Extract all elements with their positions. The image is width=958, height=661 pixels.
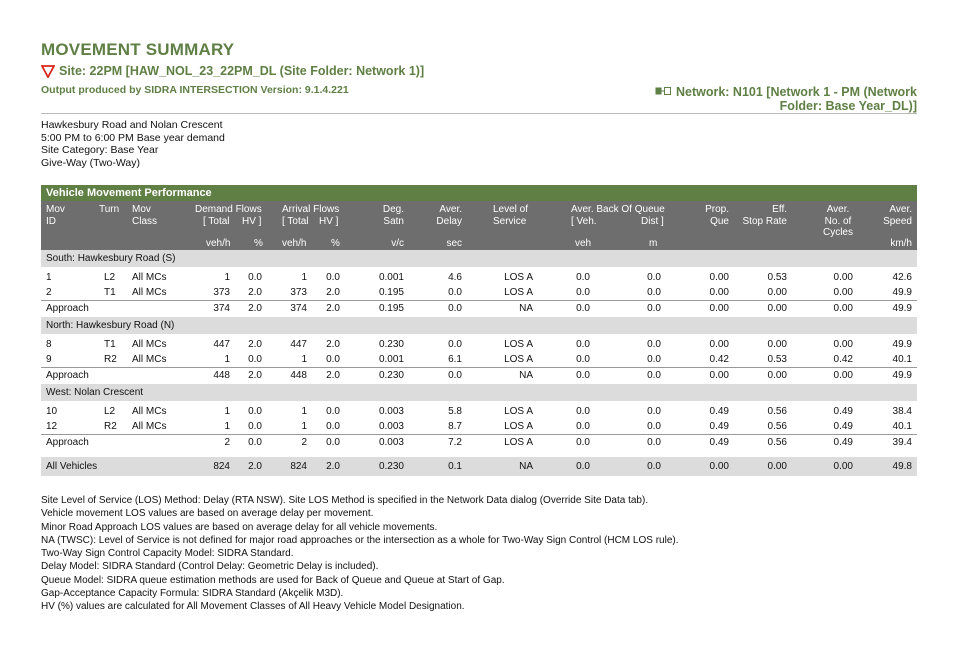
cell-prop-que: 0.42 (709, 353, 729, 365)
cell-eff-stop-rate: 0.00 (767, 286, 787, 298)
cell-arrival-total: 448 (290, 370, 307, 381)
cell-aver-delay: 6.1 (448, 353, 462, 365)
header-divider (41, 113, 917, 114)
cell-queue-veh: 0.0 (576, 286, 590, 298)
cell-deg-satn: 0.003 (378, 406, 404, 417)
cell-aver-cycles: 0.00 (833, 461, 853, 472)
cell-aver-speed: 49.9 (892, 286, 912, 298)
cell-aver-speed: 39.4 (892, 437, 912, 448)
cell-arrival-total: 824 (290, 461, 307, 472)
cell-eff-stop-rate: 0.00 (767, 303, 787, 314)
unit-queue-veh: veh (575, 238, 592, 249)
site-title (41, 64, 424, 78)
cell-aver-delay: 0.0 (448, 370, 462, 381)
cell-mov-id: 8 (46, 339, 52, 350)
cell-deg-satn: 0.001 (378, 272, 404, 283)
table-row (41, 271, 917, 286)
notes (41, 494, 679, 614)
cell-los: LOS A (504, 406, 533, 417)
col-queue-dist: Dist ] (641, 215, 664, 227)
note-line: Two-Way Sign Control Capacity Model: SIDRA Standard. (41, 548, 294, 560)
table-row (41, 353, 917, 368)
cell-aver-cycles: 0.00 (833, 286, 853, 298)
approach-group-header: South: Hawkesbury Road (S) (41, 250, 917, 267)
cell-demand-hv: 2.0 (248, 339, 262, 350)
col-prop: Prop. Que (705, 204, 729, 227)
cell-deg-satn: 0.003 (378, 437, 404, 448)
cell-deg-satn: 0.001 (378, 353, 404, 365)
cell-aver-speed: 49.9 (892, 303, 912, 314)
col-demand-hv: HV ] (242, 215, 262, 227)
note-line: HV (%) values are calculated for All Movement Classes of All Heavy Vehicle Model Designation. (41, 601, 465, 613)
cell-mov-id: Approach (46, 370, 89, 381)
cell-arrival-hv: 2.0 (326, 286, 340, 298)
col-cycles: Aver. No. of Cycles (822, 204, 853, 238)
cell-los: LOS A (504, 286, 533, 298)
col-arrival: Arrival Flows (282, 204, 340, 215)
cell-eff-stop-rate: 0.56 (767, 437, 787, 448)
col-delay: Aver. Delay (436, 204, 462, 227)
col-queue-veh: [ Veh. (571, 215, 597, 227)
cell-queue-veh: 0.0 (576, 353, 590, 365)
cell-prop-que: 0.49 (709, 420, 729, 432)
cell-queue-dist: 0.0 (647, 420, 661, 432)
col-los: Level of Service (493, 204, 529, 227)
cell-los: LOS A (504, 437, 533, 448)
unit-speed: km/h (890, 238, 912, 249)
cell-eff-stop-rate: 0.00 (767, 461, 787, 472)
cell-mov-class: All MCs (132, 286, 167, 298)
approach-row (41, 367, 917, 384)
cell-mov-id: 10 (46, 406, 58, 417)
unit-deg: v/c (391, 238, 404, 249)
col-eff: Eff. Stop Rate (742, 204, 787, 227)
cell-los: NA (519, 303, 533, 314)
table-row (41, 405, 917, 420)
cell-prop-que: 0.00 (709, 272, 729, 283)
note-line: Minor Road Approach LOS values are based on average delay for all vehicle movements. (41, 521, 438, 533)
cell-mov-class: All MCs (132, 406, 167, 417)
cell-los: LOS A (504, 420, 533, 432)
network-label-line2: Folder: Base Year_DL)] (779, 99, 917, 113)
cell-mov-id: Approach (46, 437, 89, 448)
col-demand-total: [ Total (203, 215, 230, 227)
unit-demand-total: veh/h (206, 238, 231, 249)
site-info (41, 119, 225, 169)
cell-aver-speed: 42.6 (892, 272, 912, 283)
approach-row (41, 300, 917, 317)
col-arrival-hv: HV ] (319, 215, 339, 227)
cell-demand-hv: 0.0 (248, 437, 262, 448)
cell-aver-cycles: 0.00 (833, 339, 853, 350)
cell-aver-cycles: 0.49 (833, 420, 853, 432)
cell-aver-cycles: 0.00 (833, 272, 853, 283)
site-label: Site: 22PM [HAW_NOL_23_22PM_DL (Site Folder: Network 1)] (59, 64, 425, 78)
cell-turn: R2 (104, 353, 117, 365)
col-arrival-total: [ Total (282, 215, 309, 227)
cell-mov-id: 2 (46, 286, 52, 298)
note-line: Vehicle movement LOS values are based on average delay per movement. (41, 508, 374, 520)
col-turn: Turn (99, 204, 120, 215)
cell-queue-dist: 0.0 (647, 406, 661, 417)
cell-demand-hv: 2.0 (248, 286, 262, 298)
note-line: Delay Model: SIDRA Standard (Control Delay: Geometric Delay is included). (41, 561, 379, 573)
unit-delay: sec (446, 238, 462, 249)
cell-prop-que: 0.00 (709, 461, 729, 472)
info-line: 5:00 PM to 6:00 PM Base year demand (41, 131, 225, 144)
network-icon (655, 87, 671, 95)
cell-queue-dist: 0.0 (647, 461, 661, 472)
table-row (41, 420, 917, 435)
cell-demand-hv: 0.0 (248, 272, 262, 283)
cell-queue-dist: 0.0 (647, 353, 661, 365)
cell-prop-que: 0.00 (709, 303, 729, 314)
cell-queue-dist: 0.0 (647, 272, 661, 283)
cell-queue-veh: 0.0 (576, 420, 590, 432)
cell-demand-total: 1 (224, 406, 230, 417)
cell-mov-id: Approach (46, 303, 89, 314)
cell-aver-speed: 49.9 (892, 370, 912, 381)
cell-mov-class: All MCs (132, 420, 167, 432)
cell-queue-veh: 0.0 (576, 437, 590, 448)
note-line: Queue Model: SIDRA queue estimation methods are used for Back of Queue and Queue at Start of Gap. (41, 574, 505, 586)
cell-deg-satn: 0.230 (378, 370, 404, 381)
cell-aver-speed: 38.4 (892, 406, 912, 417)
col-speed: Aver. Speed (883, 204, 912, 227)
cell-aver-speed: 40.1 (892, 353, 912, 365)
cell-queue-veh: 0.0 (576, 339, 590, 350)
cell-queue-veh: 0.0 (576, 272, 590, 283)
unit-queue-dist: m (649, 238, 658, 249)
info-line: Give-Way (Two-Way) (41, 156, 140, 169)
cell-eff-stop-rate: 0.56 (767, 420, 787, 432)
cell-aver-speed: 49.9 (892, 339, 912, 350)
cell-arrival-hv: 0.0 (326, 437, 340, 448)
cell-los: LOS A (504, 339, 533, 350)
page-title: MOVEMENT SUMMARY (41, 40, 235, 59)
triangle-down-icon (41, 64, 55, 78)
cell-mov-id: 9 (46, 353, 52, 365)
cell-arrival-total: 2 (301, 437, 307, 448)
cell-demand-total: 1 (224, 272, 230, 283)
cell-demand-hv: 0.0 (248, 353, 262, 365)
cell-demand-total: 1 (224, 353, 230, 365)
cell-turn: T1 (104, 339, 116, 350)
cell-arrival-hv: 0.0 (326, 420, 340, 432)
cell-eff-stop-rate: 0.00 (767, 339, 787, 350)
cell-aver-cycles: 0.00 (833, 303, 853, 314)
cell-demand-total: 374 (213, 303, 230, 314)
cell-turn: T1 (104, 286, 116, 298)
info-line: Site Category: Base Year (41, 144, 159, 156)
cell-mov-id: All Vehicles (46, 461, 98, 472)
table-header (41, 185, 917, 250)
approach-row (41, 434, 917, 451)
cell-deg-satn: 0.230 (378, 339, 404, 350)
cell-prop-que: 0.00 (709, 339, 729, 350)
cell-prop-que: 0.00 (709, 370, 729, 381)
cell-aver-delay: 0.0 (448, 286, 462, 298)
cell-queue-dist: 0.0 (647, 437, 661, 448)
cell-aver-delay: 0.1 (448, 461, 462, 472)
table-body (41, 250, 917, 476)
cell-prop-que: 0.49 (709, 437, 729, 448)
table-row (41, 286, 917, 301)
cell-demand-hv: 2.0 (248, 303, 262, 314)
cell-queue-veh: 0.0 (576, 461, 590, 472)
approach-group-header: West: Nolan Crescent (41, 384, 917, 401)
cell-turn: L2 (104, 406, 116, 417)
cell-turn: R2 (104, 420, 117, 432)
cell-demand-total: 2 (224, 437, 230, 448)
cell-aver-cycles: 0.49 (833, 437, 853, 448)
cell-aver-cycles: 0.49 (833, 406, 853, 417)
cell-aver-delay: 8.7 (448, 420, 462, 432)
note-line: NA (TWSC): Level of Service is not defined for major road approaches or the intersection as a whole for Two-Way Sign Control (HCM LOS rule). (41, 534, 679, 546)
unit-demand-hv: % (254, 238, 263, 249)
cell-arrival-hv: 0.0 (326, 353, 340, 365)
note-line: Site Level of Service (LOS) Method: Delay (RTA NSW). Site LOS Method is specified in the Network Data dialog (Override Site Data tab). (41, 495, 649, 506)
approach-group-header: North: Hawkesbury Road (N) (41, 317, 917, 334)
cell-demand-hv: 0.0 (248, 406, 262, 417)
cell-deg-satn: 0.195 (378, 303, 404, 314)
cell-mov-id: 12 (46, 420, 58, 432)
cell-aver-speed: 49.8 (892, 461, 912, 472)
cell-queue-dist: 0.0 (647, 286, 661, 298)
cell-arrival-total: 1 (301, 353, 307, 365)
unit-arrival-hv: % (331, 238, 340, 249)
cell-demand-hv: 2.0 (248, 461, 262, 472)
cell-aver-delay: 0.0 (448, 303, 462, 314)
col-queue: Aver. Back Of Queue (571, 204, 665, 215)
cell-arrival-total: 447 (290, 339, 307, 350)
table-row (41, 338, 917, 353)
cell-prop-que: 0.00 (709, 286, 729, 298)
cell-arrival-total: 1 (301, 272, 307, 283)
cell-los: NA (519, 461, 533, 472)
cell-arrival-hv: 2.0 (326, 461, 340, 472)
col-mov: Mov ID (46, 204, 65, 227)
cell-demand-total: 447 (213, 339, 230, 350)
col-deg: Deg. Satn (382, 204, 404, 227)
cell-arrival-total: 1 (301, 406, 307, 417)
col-demand: Demand Flows (195, 204, 262, 215)
cell-aver-delay: 0.0 (448, 339, 462, 350)
network-title (617, 85, 917, 113)
cell-deg-satn: 0.195 (378, 286, 404, 298)
cell-arrival-total: 373 (290, 286, 307, 298)
cell-arrival-total: 1 (301, 420, 307, 432)
cell-queue-veh: 0.0 (576, 303, 590, 314)
cell-aver-delay: 4.6 (448, 272, 462, 283)
cell-aver-cycles: 0.00 (833, 370, 853, 381)
cell-eff-stop-rate: 0.53 (767, 272, 787, 283)
info-line: Hawkesbury Road and Nolan Crescent (41, 119, 223, 131)
cell-prop-que: 0.49 (709, 406, 729, 417)
cell-demand-total: 373 (213, 286, 230, 298)
cell-arrival-hv: 2.0 (326, 339, 340, 350)
cell-turn: L2 (104, 272, 116, 283)
cell-aver-delay: 5.8 (448, 406, 462, 417)
unit-arrival-total: veh/h (282, 238, 307, 249)
cell-queue-veh: 0.0 (576, 370, 590, 381)
cell-arrival-hv: 2.0 (326, 370, 340, 381)
cell-eff-stop-rate: 0.00 (767, 370, 787, 381)
cell-demand-total: 824 (213, 461, 230, 472)
cell-demand-hv: 0.0 (248, 420, 262, 432)
cell-mov-class: All MCs (132, 272, 167, 283)
cell-mov-id: 1 (46, 272, 52, 283)
cell-queue-dist: 0.0 (647, 370, 661, 381)
cell-demand-hv: 2.0 (248, 370, 262, 381)
cell-demand-total: 1 (224, 420, 230, 432)
cell-arrival-hv: 2.0 (326, 303, 340, 314)
cell-deg-satn: 0.230 (378, 461, 404, 472)
cell-los: NA (519, 370, 533, 381)
cell-eff-stop-rate: 0.53 (767, 353, 787, 365)
cell-aver-cycles: 0.42 (833, 353, 853, 365)
movement-performance-table (41, 185, 917, 476)
cell-demand-total: 448 (213, 370, 230, 381)
col-class: Mov Class (132, 204, 158, 227)
cell-los: LOS A (504, 353, 533, 365)
cell-queue-veh: 0.0 (576, 406, 590, 417)
cell-los: LOS A (504, 272, 533, 283)
cell-eff-stop-rate: 0.56 (767, 406, 787, 417)
network-label-line1: Network: N101 [Network 1 - PM (Network (675, 85, 917, 99)
table-title: Vehicle Movement Performance (41, 185, 917, 201)
cell-arrival-total: 374 (290, 303, 307, 314)
note-line: Gap-Acceptance Capacity Formula: SIDRA Standard (Akçelik M3D). (41, 588, 344, 600)
cell-aver-speed: 40.1 (892, 420, 912, 432)
cell-queue-dist: 0.0 (647, 303, 661, 314)
cell-arrival-hv: 0.0 (326, 272, 340, 283)
all-vehicles-row (41, 457, 917, 476)
cell-mov-class: All MCs (132, 339, 167, 350)
cell-queue-dist: 0.0 (647, 339, 661, 350)
produced-by: Output produced by SIDRA INTERSECTION Version: 9.1.4.221 (41, 84, 349, 96)
cell-aver-delay: 7.2 (448, 437, 462, 448)
cell-arrival-hv: 0.0 (326, 406, 340, 417)
cell-mov-class: All MCs (132, 353, 167, 365)
cell-deg-satn: 0.003 (378, 420, 404, 432)
